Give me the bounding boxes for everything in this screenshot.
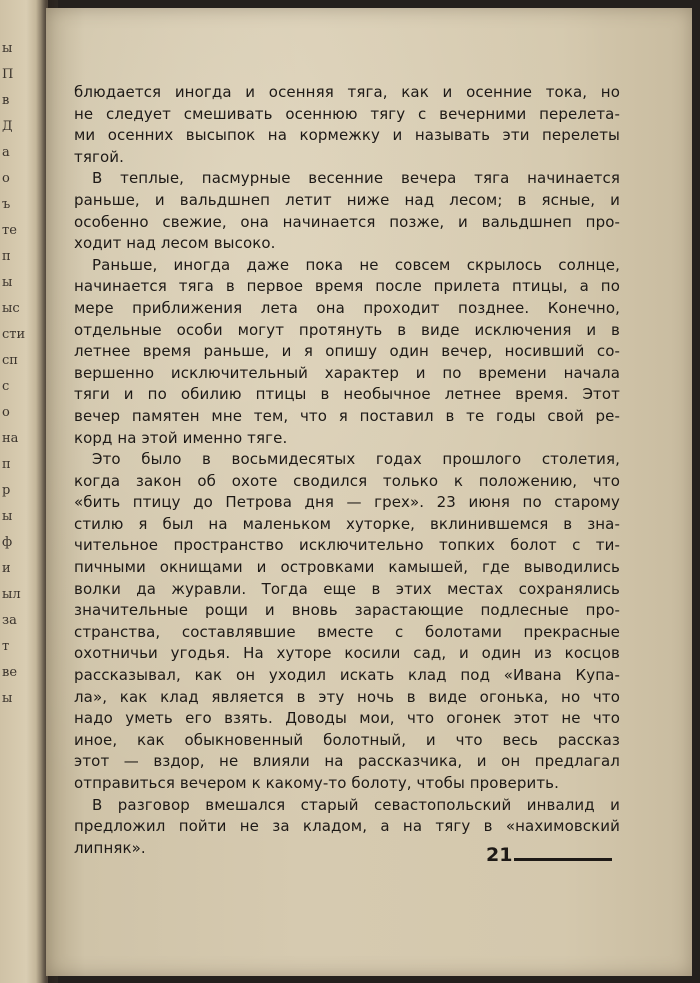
left-page-fragment: р	[2, 483, 11, 498]
left-page-fragment: а	[2, 145, 10, 160]
left-page-fragment: т	[2, 639, 10, 654]
left-page-fragment: ы	[2, 275, 13, 290]
left-page-fragment: за	[2, 613, 17, 628]
page-number: 21	[486, 844, 513, 866]
text-line: охотничьи угодья. На хуторе косили сад, и один из косцов	[74, 644, 620, 663]
text-line: отдельные особи могут протянуть в виде исключения и в	[74, 320, 620, 339]
text-line: раньше, и вальдшнеп летит ниже над лесом; в ясные, и	[74, 190, 620, 209]
text-line: корд на этой именно тяге.	[74, 428, 288, 447]
left-page-fragment: ъ	[2, 197, 11, 212]
text-line: не следует смешивать осеннюю тягу с вечерними перелета-	[74, 104, 620, 123]
left-page-fragment: на	[2, 431, 19, 446]
text-line: Раньше, иногда даже пока не совсем скрылось солнце,	[92, 255, 620, 274]
left-page-fragment: ф	[2, 535, 13, 550]
text-line: «бить птицу до Петрова дня — грех». 23 июня по старому	[74, 493, 620, 512]
text-line: особенно свежие, она начинается позже, и вальдшнеп про-	[74, 212, 620, 231]
text-line: ми осенних высыпок на кормежку и называть эти перелеты	[74, 126, 620, 145]
left-page-fragment: п	[2, 249, 11, 264]
text-line: значительные рощи и вновь зарастающие подлесные про-	[74, 601, 620, 620]
left-page-fragment: ы	[2, 41, 13, 56]
left-page-fragment: П	[2, 67, 14, 82]
paragraph	[74, 449, 620, 795]
text-line: вершенно исключительный характер и по времени начала	[74, 363, 620, 382]
text-line: этот — вздор, не влияли на рассказчика, и он предлагал	[74, 752, 620, 771]
left-page-fragment: и	[2, 561, 11, 576]
text-line: начинается тяга в первое время после прилета птицы, а по	[74, 277, 620, 296]
left-page-fragment: ыл	[2, 587, 21, 602]
text-line: ходит над лесом высоко.	[74, 234, 276, 253]
left-page-fragment: п	[2, 457, 11, 472]
left-page-fragment: ы	[2, 691, 13, 706]
left-page-fragment: сти	[2, 327, 26, 342]
text-line: вечер памятен мне тем, что я поставил в те годы свой ре-	[74, 406, 620, 425]
left-page-fragment: о	[2, 171, 10, 186]
left-page-fragment: ы	[2, 509, 13, 524]
text-line: предложил пойти не за кладом, а на тягу в «нахимовский	[74, 817, 620, 836]
right-page	[46, 8, 692, 976]
text-line: Это было в восьмидесятых годах прошлого столетия,	[92, 450, 620, 469]
text-line: отправиться вечером к какому-то болоту, чтобы проверить.	[74, 774, 559, 792]
text-line: иное, как обыкновенный болотный, и что весь рассказ	[74, 730, 620, 749]
text-line: чительное пространство исключительно топких болот с ти-	[74, 536, 620, 555]
page-number-rule	[514, 858, 612, 861]
text-line: летнее время раньше, и я опишу один вечер, носивший со-	[74, 342, 620, 361]
left-page-fragment: Д	[2, 119, 13, 134]
left-page-fragment: те	[2, 223, 17, 238]
paragraph	[74, 82, 620, 168]
text-line: мере приближения лета она проходит позднее. Конечно,	[74, 298, 620, 317]
text-line: надо уметь его взять. Доводы мои, что огонек этот не что	[74, 709, 620, 728]
text-line: когда закон об охоте сводился только к положению, что	[74, 471, 620, 490]
text-line: пичными окнищами и островками камышей, где выводились	[74, 558, 620, 577]
left-page-fragment: сп	[2, 353, 18, 368]
text-line: тягой.	[74, 147, 124, 166]
text-line: В разговор вмешался старый севастопольский инвалид и	[92, 795, 620, 814]
paragraph	[74, 168, 620, 254]
left-page-fragment: в	[2, 93, 10, 108]
text-line: волки да журавли. Тогда еще в этих местах сохранялись	[74, 579, 620, 598]
left-page-fragment: ыс	[2, 301, 20, 316]
left-page-fragment: о	[2, 405, 10, 420]
paragraph	[74, 255, 620, 449]
text-line: стилю я был на маленьком хуторке, вклинившемся в зна-	[74, 514, 620, 533]
text-line: странства, составлявшие вместе с болотами прекрасные	[74, 622, 620, 641]
text-line: ла», как клад является в эту ночь в виде огонька, но что	[74, 687, 620, 706]
text-line: рассказывал, как он уходил искать клад под «Ивана Купа-	[74, 666, 620, 685]
text-line: тяги и по обилию птицы в необычное летнее время. Этот	[74, 385, 620, 404]
text-line: липняк».	[74, 838, 146, 857]
page-footer	[486, 844, 626, 874]
page-body-text	[74, 82, 620, 859]
left-page-fragment: с	[2, 379, 10, 394]
left-page-fragment: ве	[2, 665, 18, 680]
text-line: В теплые, пасмурные весенние вечера тяга начинается	[92, 169, 620, 188]
text-line: блюдается иногда и осенняя тяга, как и осенние тока, но	[74, 83, 620, 101]
